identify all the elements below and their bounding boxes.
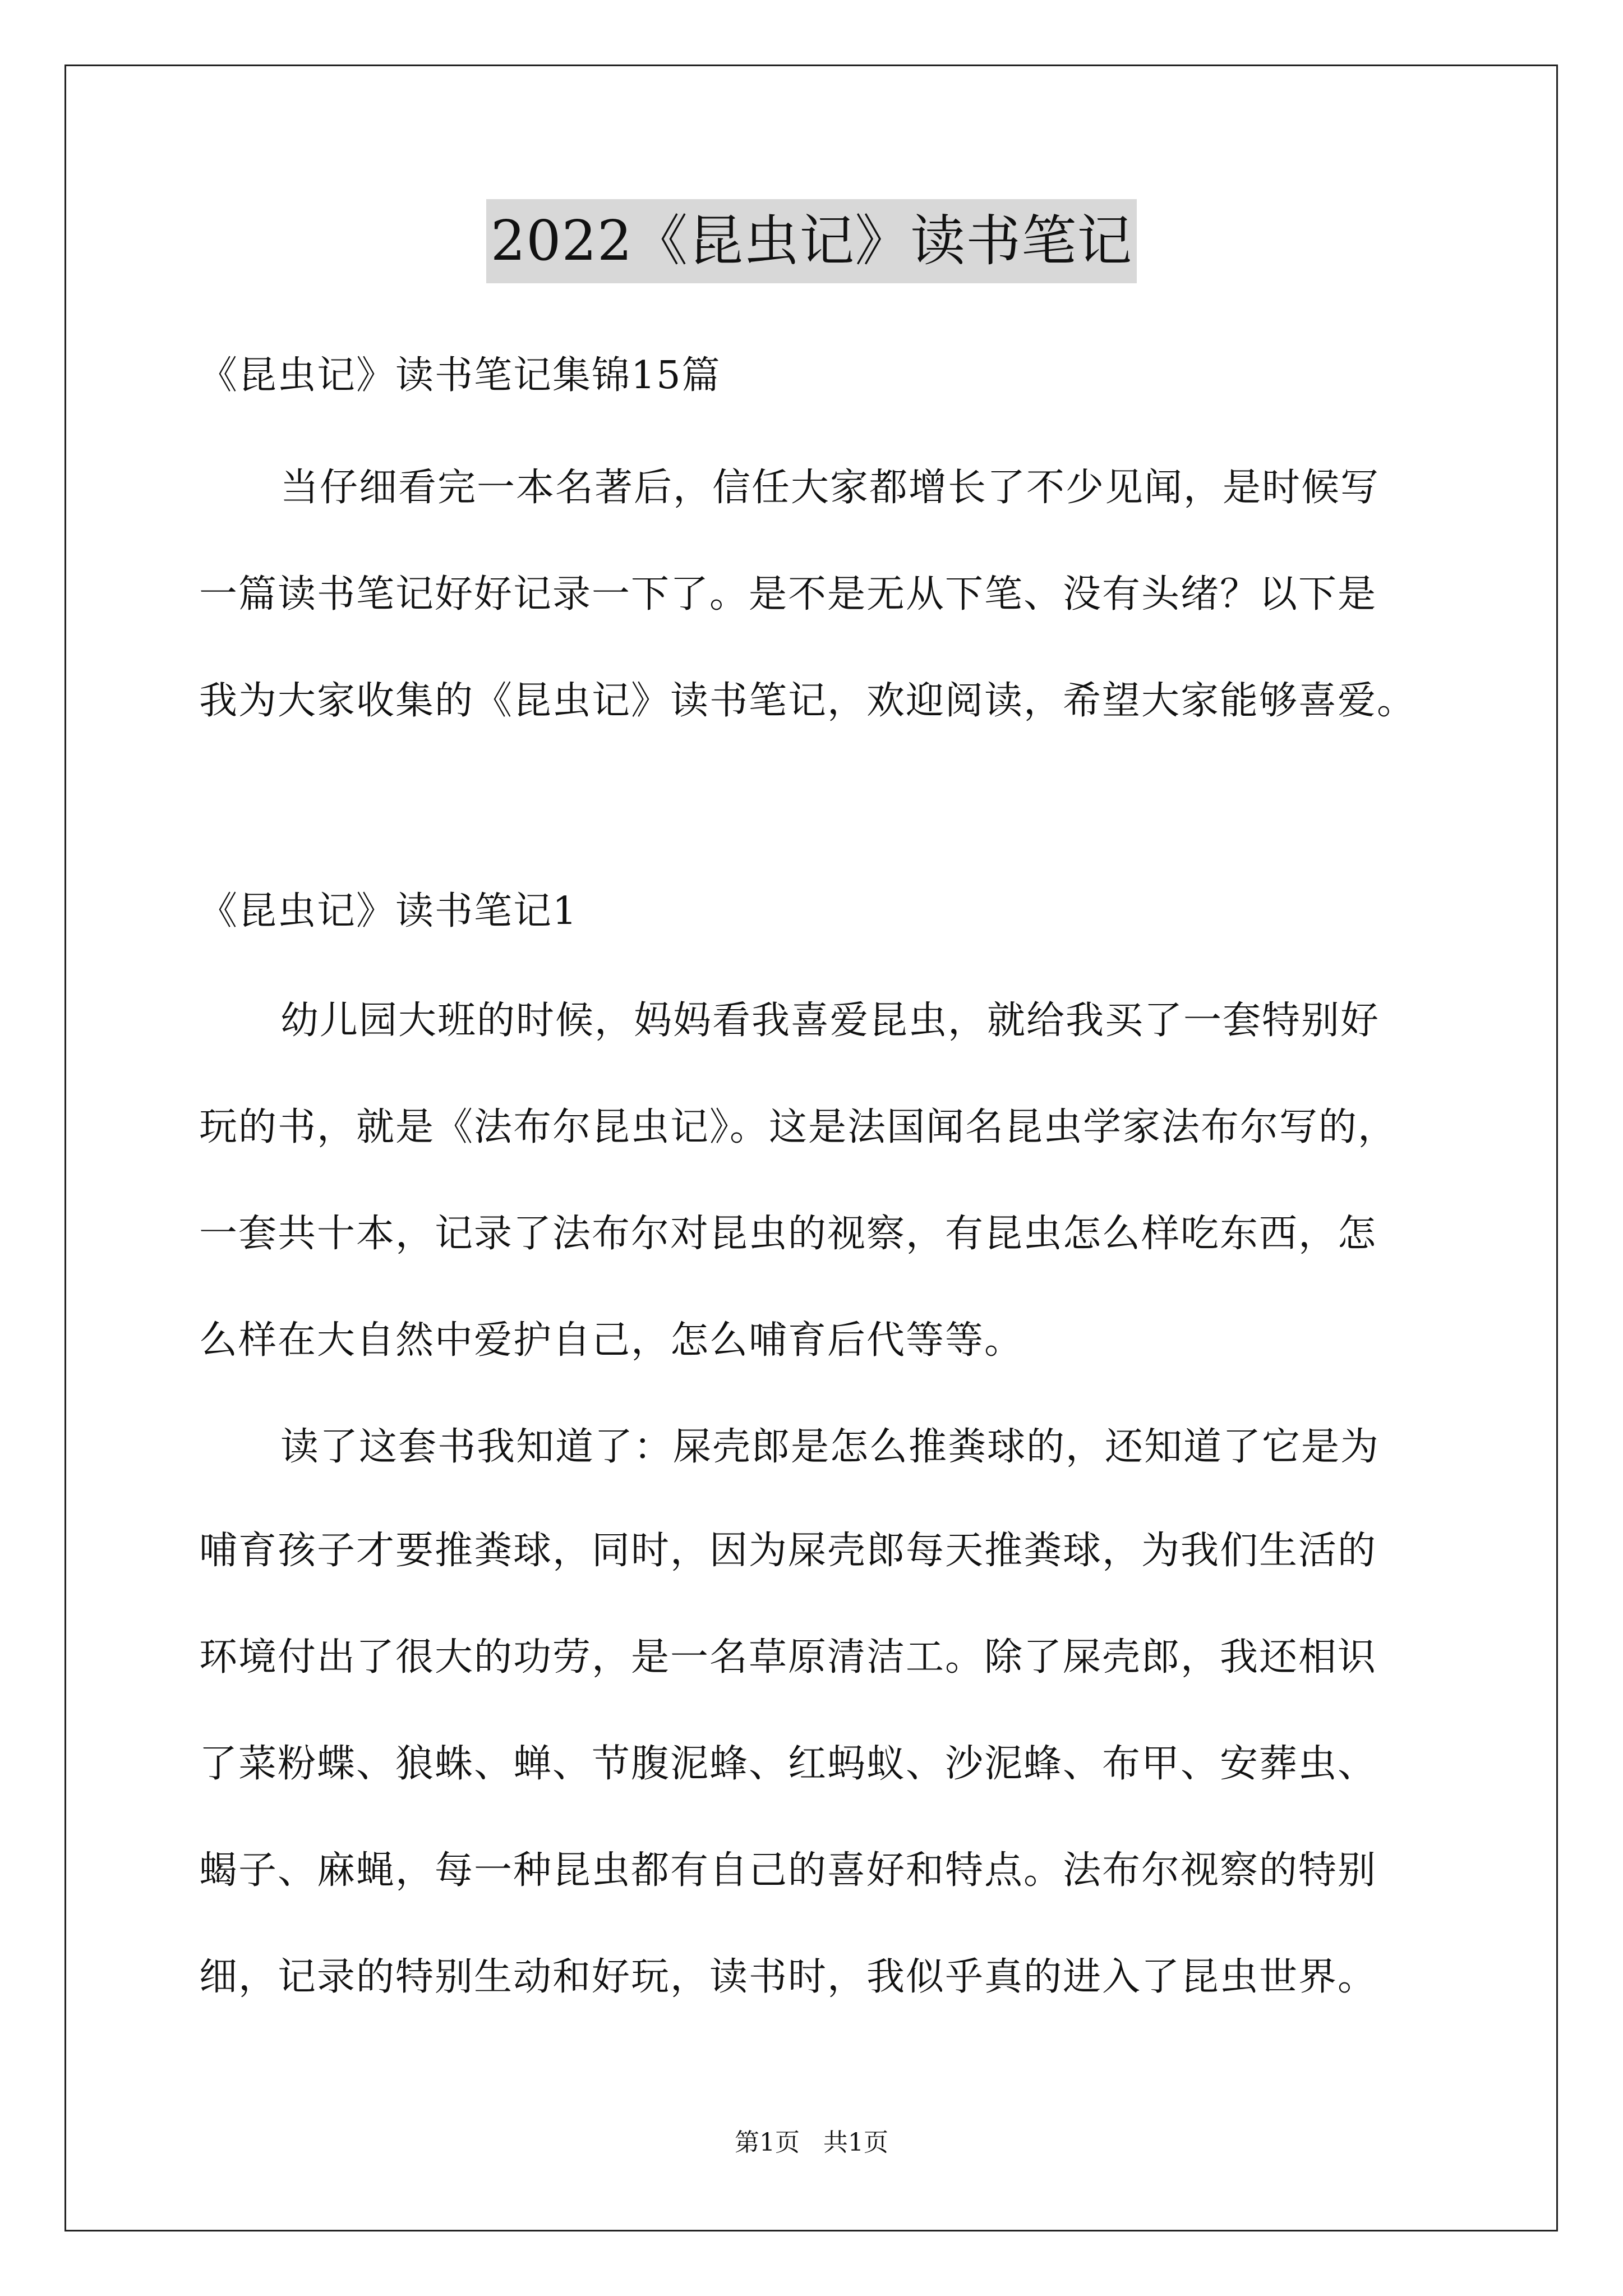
document-title: 2022《昆虫记》读书笔记 bbox=[486, 199, 1137, 283]
paragraph1-line-4: 么样在大自然中爱护自己，怎么哺育后代等等。 bbox=[199, 1318, 1024, 1363]
paragraph2-line-6: 细，记录的特别生动和好玩，读书时，我似乎真的进入了昆虫世界。 bbox=[199, 1955, 1377, 1999]
paragraph2-line-2: 哺育孩子才要推粪球，同时，因为屎壳郎每天推粪球，为我们生活的 bbox=[199, 1529, 1377, 1573]
page-number-footer: 第1页 共1页 bbox=[735, 2128, 888, 2157]
intro-line-1: 当仔细看完一本名著后，信任大家都增长了不少见闻，是时候写 bbox=[280, 466, 1380, 510]
paragraph2-line-5: 蝎子、麻蝇，每一种昆虫都有自己的喜好和特点。法布尔视察的特别 bbox=[199, 1848, 1377, 1893]
intro-line-2: 一篇读书笔记好好记录一下了。是不是无从下笔、没有头绪？以下是 bbox=[199, 572, 1377, 616]
paragraph1-line-3: 一套共十本，记录了法布尔对昆虫的视察，有昆虫怎么样吃东西，怎 bbox=[199, 1212, 1377, 1256]
paragraph2-line-3: 环境付出了很大的功劳，是一名草原清洁工。除了屎壳郎，我还相识 bbox=[199, 1635, 1377, 1680]
document-subtitle: 《昆虫记》读书笔记集锦15篇 bbox=[199, 353, 721, 398]
paragraph1-line-2: 玩的书，就是《法布尔昆虫记》。这是法国闻名昆虫学家法布尔写的， bbox=[199, 1105, 1398, 1149]
paragraph2-line-1: 读了这套书我知道了：屎壳郎是怎么推粪球的，还知道了它是为 bbox=[280, 1425, 1380, 1469]
intro-line-3: 我为大家收集的《昆虫记》读书笔记，欢迎阅读，希望大家能够喜爱。 bbox=[199, 679, 1417, 723]
section-heading: 《昆虫记》读书笔记1 bbox=[199, 889, 578, 933]
paragraph2-line-4: 了菜粉蝶、狼蛛、蝉、节腹泥蜂、红蚂蚁、沙泥蜂、布甲、安葬虫、 bbox=[199, 1742, 1377, 1786]
title-container bbox=[0, 199, 1623, 283]
paragraph1-line-1: 幼儿园大班的时候，妈妈看我喜爱昆虫，就给我买了一套特别好 bbox=[280, 999, 1380, 1043]
